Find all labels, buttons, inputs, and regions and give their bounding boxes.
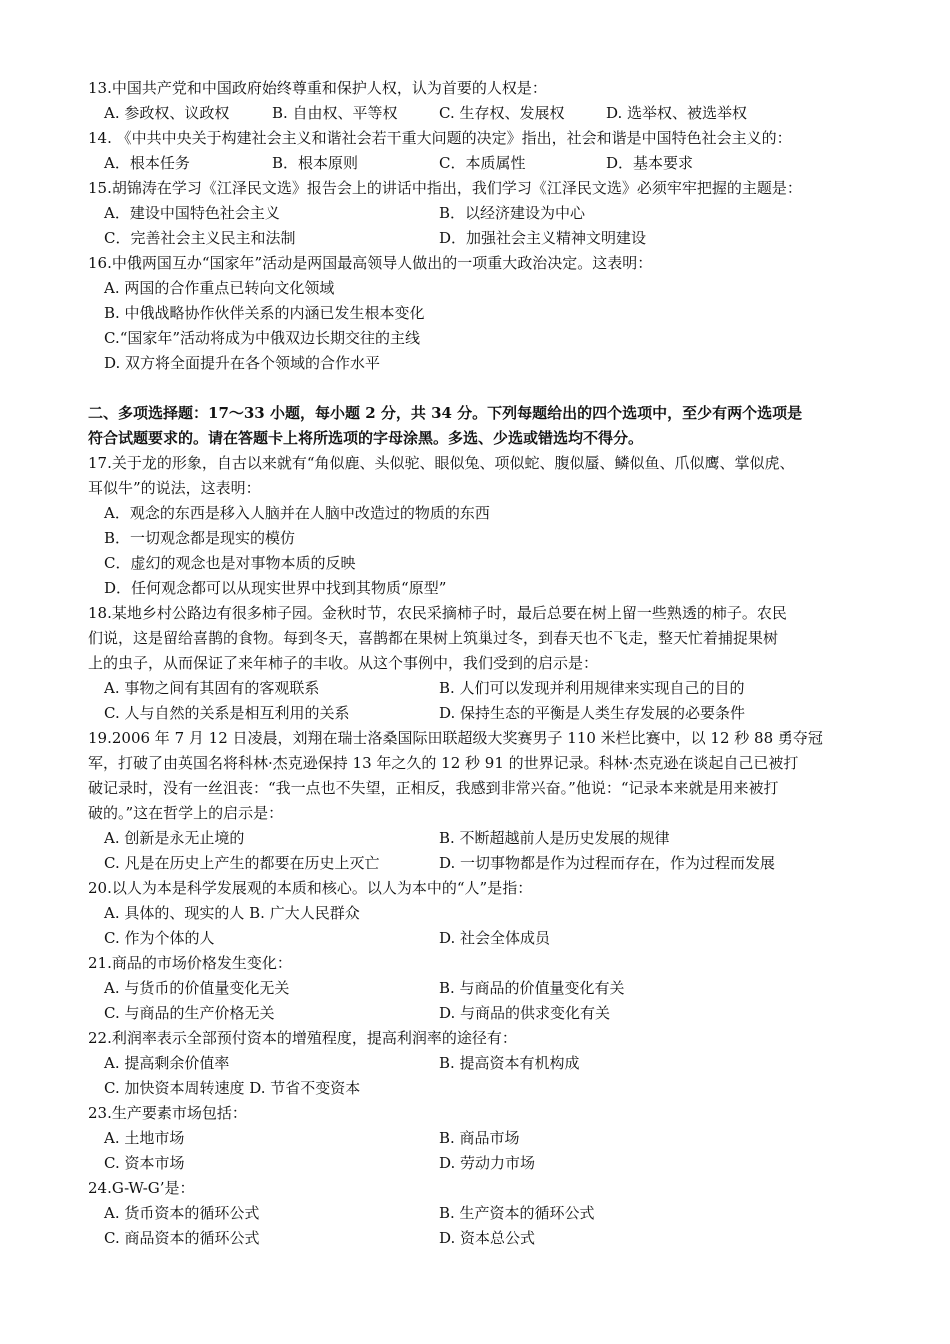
option: D. 劳动力市场 (439, 1154, 536, 1172)
question-line: 15.胡锦涛在学习《江泽民文选》报告会上的讲话中指出，我们学习《江泽民文选》必须牢牢把握的主题是： (88, 179, 802, 197)
option-row-two (104, 201, 878, 226)
option-row-two (104, 976, 878, 1001)
question-line: 17.关于龙的形象，自古以来就有“角似鹿、头似驼、眼似兔、项似蛇、腹似蜃、鳞似鱼、爪似鹰、掌似虎、 (88, 454, 795, 472)
option: A. 提高剩余价值率 (104, 1054, 230, 1072)
option: A. 参政权、议政权 (104, 104, 230, 122)
section-heading-line: 符合试题要求的。请在答题卡上将所选项的字母涂黑。多选、少选或错选均不得分。 (88, 429, 644, 447)
option: A．根本任务 (104, 154, 190, 172)
option: D. 社会全体成员 (439, 929, 551, 947)
question-line: 20.以人为本是科学发展观的本质和核心。以人为本中的“人”是指： (88, 879, 533, 897)
question-line: 23.生产要素市场包括： (88, 1104, 247, 1122)
option: D. 一切事物都是作为过程而存在，作为过程而发展 (439, 854, 776, 872)
option-row-two (104, 826, 878, 851)
option: B. 自由权、平等权 (272, 104, 398, 122)
option: C. 作为个体的人 (104, 929, 215, 947)
option-line: B．一切观念都是现实的模仿 (104, 529, 296, 547)
option-row-two (104, 1226, 878, 1251)
option: B．根本原则 (272, 154, 359, 172)
option-line: D．任何观念都可以从现实世界中找到其物质“原型” (104, 579, 447, 597)
section-heading-line: 二、多项选择题：17～33 小题，每小题 2 分，共 34 分。下列每题给出的四个选项中，至少有两个选项是 (88, 404, 803, 422)
option-line: A．观念的东西是移入人脑并在人脑中改造过的物质的东西 (104, 504, 490, 522)
option: B. 生产资本的循环公式 (439, 1204, 595, 1222)
option-row-two (104, 701, 878, 726)
option: C. 人与自然的关系是相互利用的关系 (104, 704, 350, 722)
option: B．以经济建设为中心 (439, 204, 586, 222)
question-line: 13.中国共产党和中国政府始终尊重和保护人权，认为首要的人权是： (88, 79, 547, 97)
option-row-two (104, 851, 878, 876)
option-line: B. 中俄战略协作伙伴关系的内涵已发生根本变化 (104, 304, 425, 322)
option: C. 资本市场 (104, 1154, 185, 1172)
question-line: 破记录时，没有一丝沮丧：“我一点也不失望，正相反，我感到非常兴奋。”他说：“记录本来就是用来被打 (88, 779, 779, 797)
option: A．建设中国特色社会主义 (104, 204, 280, 222)
option: C. 商品资本的循环公式 (104, 1229, 260, 1247)
option-line: C. 加快资本周转速度 D. 节省不变资本 (104, 1079, 361, 1097)
option-line: A. 两国的合作重点已转向文化领域 (104, 279, 335, 297)
option: B. 提高资本有机构成 (439, 1054, 580, 1072)
question-line: 22.利润率表示全部预付资本的增殖程度，提高利润率的途径有： (88, 1029, 517, 1047)
option: C. 与商品的生产价格无关 (104, 1004, 275, 1022)
option: D. 选举权、被选举权 (606, 104, 748, 122)
question-line: 14. 《中共中央关于构建社会主义和谐社会若干重大问题的决定》指出，社会和谐是中国特色社会主义的： (88, 129, 792, 147)
option: A. 土地市场 (104, 1129, 185, 1147)
question-line: 上的虫子，从而保证了来年柿子的丰收。从这个事例中，我们受到的启示是： (88, 654, 599, 672)
option: D. 与商品的供求变化有关 (439, 1004, 611, 1022)
option-row-two (104, 1051, 878, 1076)
option: D．基本要求 (606, 154, 694, 172)
option-line: D. 双方将全面提升在各个领域的合作水平 (104, 354, 381, 372)
question-line: 19.2006 年 7 月 12 日凌晨，刘翔在瑞士洛桑国际田联超级大奖赛男子 110 米栏比赛中，以 12 秒 88 勇夺冠 (88, 729, 823, 747)
option-line: C.“国家年”活动将成为中俄双边长期交往的主线 (104, 329, 421, 347)
option-row-four (104, 101, 878, 126)
question-line: 18.某地乡村公路边有很多柿子园。金秋时节，农民采摘柿子时，最后总要在树上留一些熟透的柿子。农民 (88, 604, 787, 622)
option: B. 不断超越前人是历史发展的规律 (439, 829, 670, 847)
option-row-two (104, 676, 878, 701)
option-row-two (104, 926, 878, 951)
option-line: A. 具体的、现实的人 B. 广大人民群众 (104, 904, 360, 922)
option: A. 货币资本的循环公式 (104, 1204, 260, 1222)
option: D．加强社会主义精神文明建设 (439, 229, 647, 247)
option-row-two (104, 226, 878, 251)
option-row-two (104, 1126, 878, 1151)
question-line: 16.中俄两国互办“国家年”活动是两国最高领导人做出的一项重大政治决定。这表明： (88, 254, 653, 272)
option: A. 创新是永无止境的 (104, 829, 245, 847)
option-row-two (104, 1201, 878, 1226)
option: D. 保持生态的平衡是人类生存发展的必要条件 (439, 704, 746, 722)
option: C．本质属性 (439, 154, 526, 172)
option: A. 与货币的价值量变化无关 (104, 979, 290, 997)
option: B. 人们可以发现并利用规律来实现自己的目的 (439, 679, 745, 697)
question-line: 军，打破了由英国名将科林·杰克逊保持 13 年之久的 12 秒 91 的世界记录。科林·杰克逊在谈起自己已被打 (88, 754, 799, 772)
section-gap (0, 376, 950, 401)
question-line: 耳似牛”的说法，这表明： (88, 479, 261, 497)
option: C. 凡是在历史上产生的都要在历史上灭亡 (104, 854, 380, 872)
option: B. 商品市场 (439, 1129, 520, 1147)
option-line: C．虚幻的观念也是对事物本质的反映 (104, 554, 356, 572)
option-row-four (104, 151, 878, 176)
question-line: 24.G-W-G’是： (88, 1179, 195, 1197)
option: D. 资本总公式 (439, 1229, 536, 1247)
option: B. 与商品的价值量变化有关 (439, 979, 625, 997)
option-row-two (104, 1001, 878, 1026)
option: A. 事物之间有其固有的客观联系 (104, 679, 320, 697)
option-row-two (104, 1151, 878, 1176)
question-line: 21.商品的市场价格发生变化： (88, 954, 292, 972)
question-line: 破的。”这在哲学上的启示是： (88, 804, 284, 822)
option: C. 生存权、发展权 (439, 104, 565, 122)
question-line: 们说，这是留给喜鹊的食物。每到冬天，喜鹊都在果树上筑巢过冬，到春天也不飞走，整天忙着捕捉果树 (88, 629, 779, 647)
option: C．完善社会主义民主和法制 (104, 229, 296, 247)
